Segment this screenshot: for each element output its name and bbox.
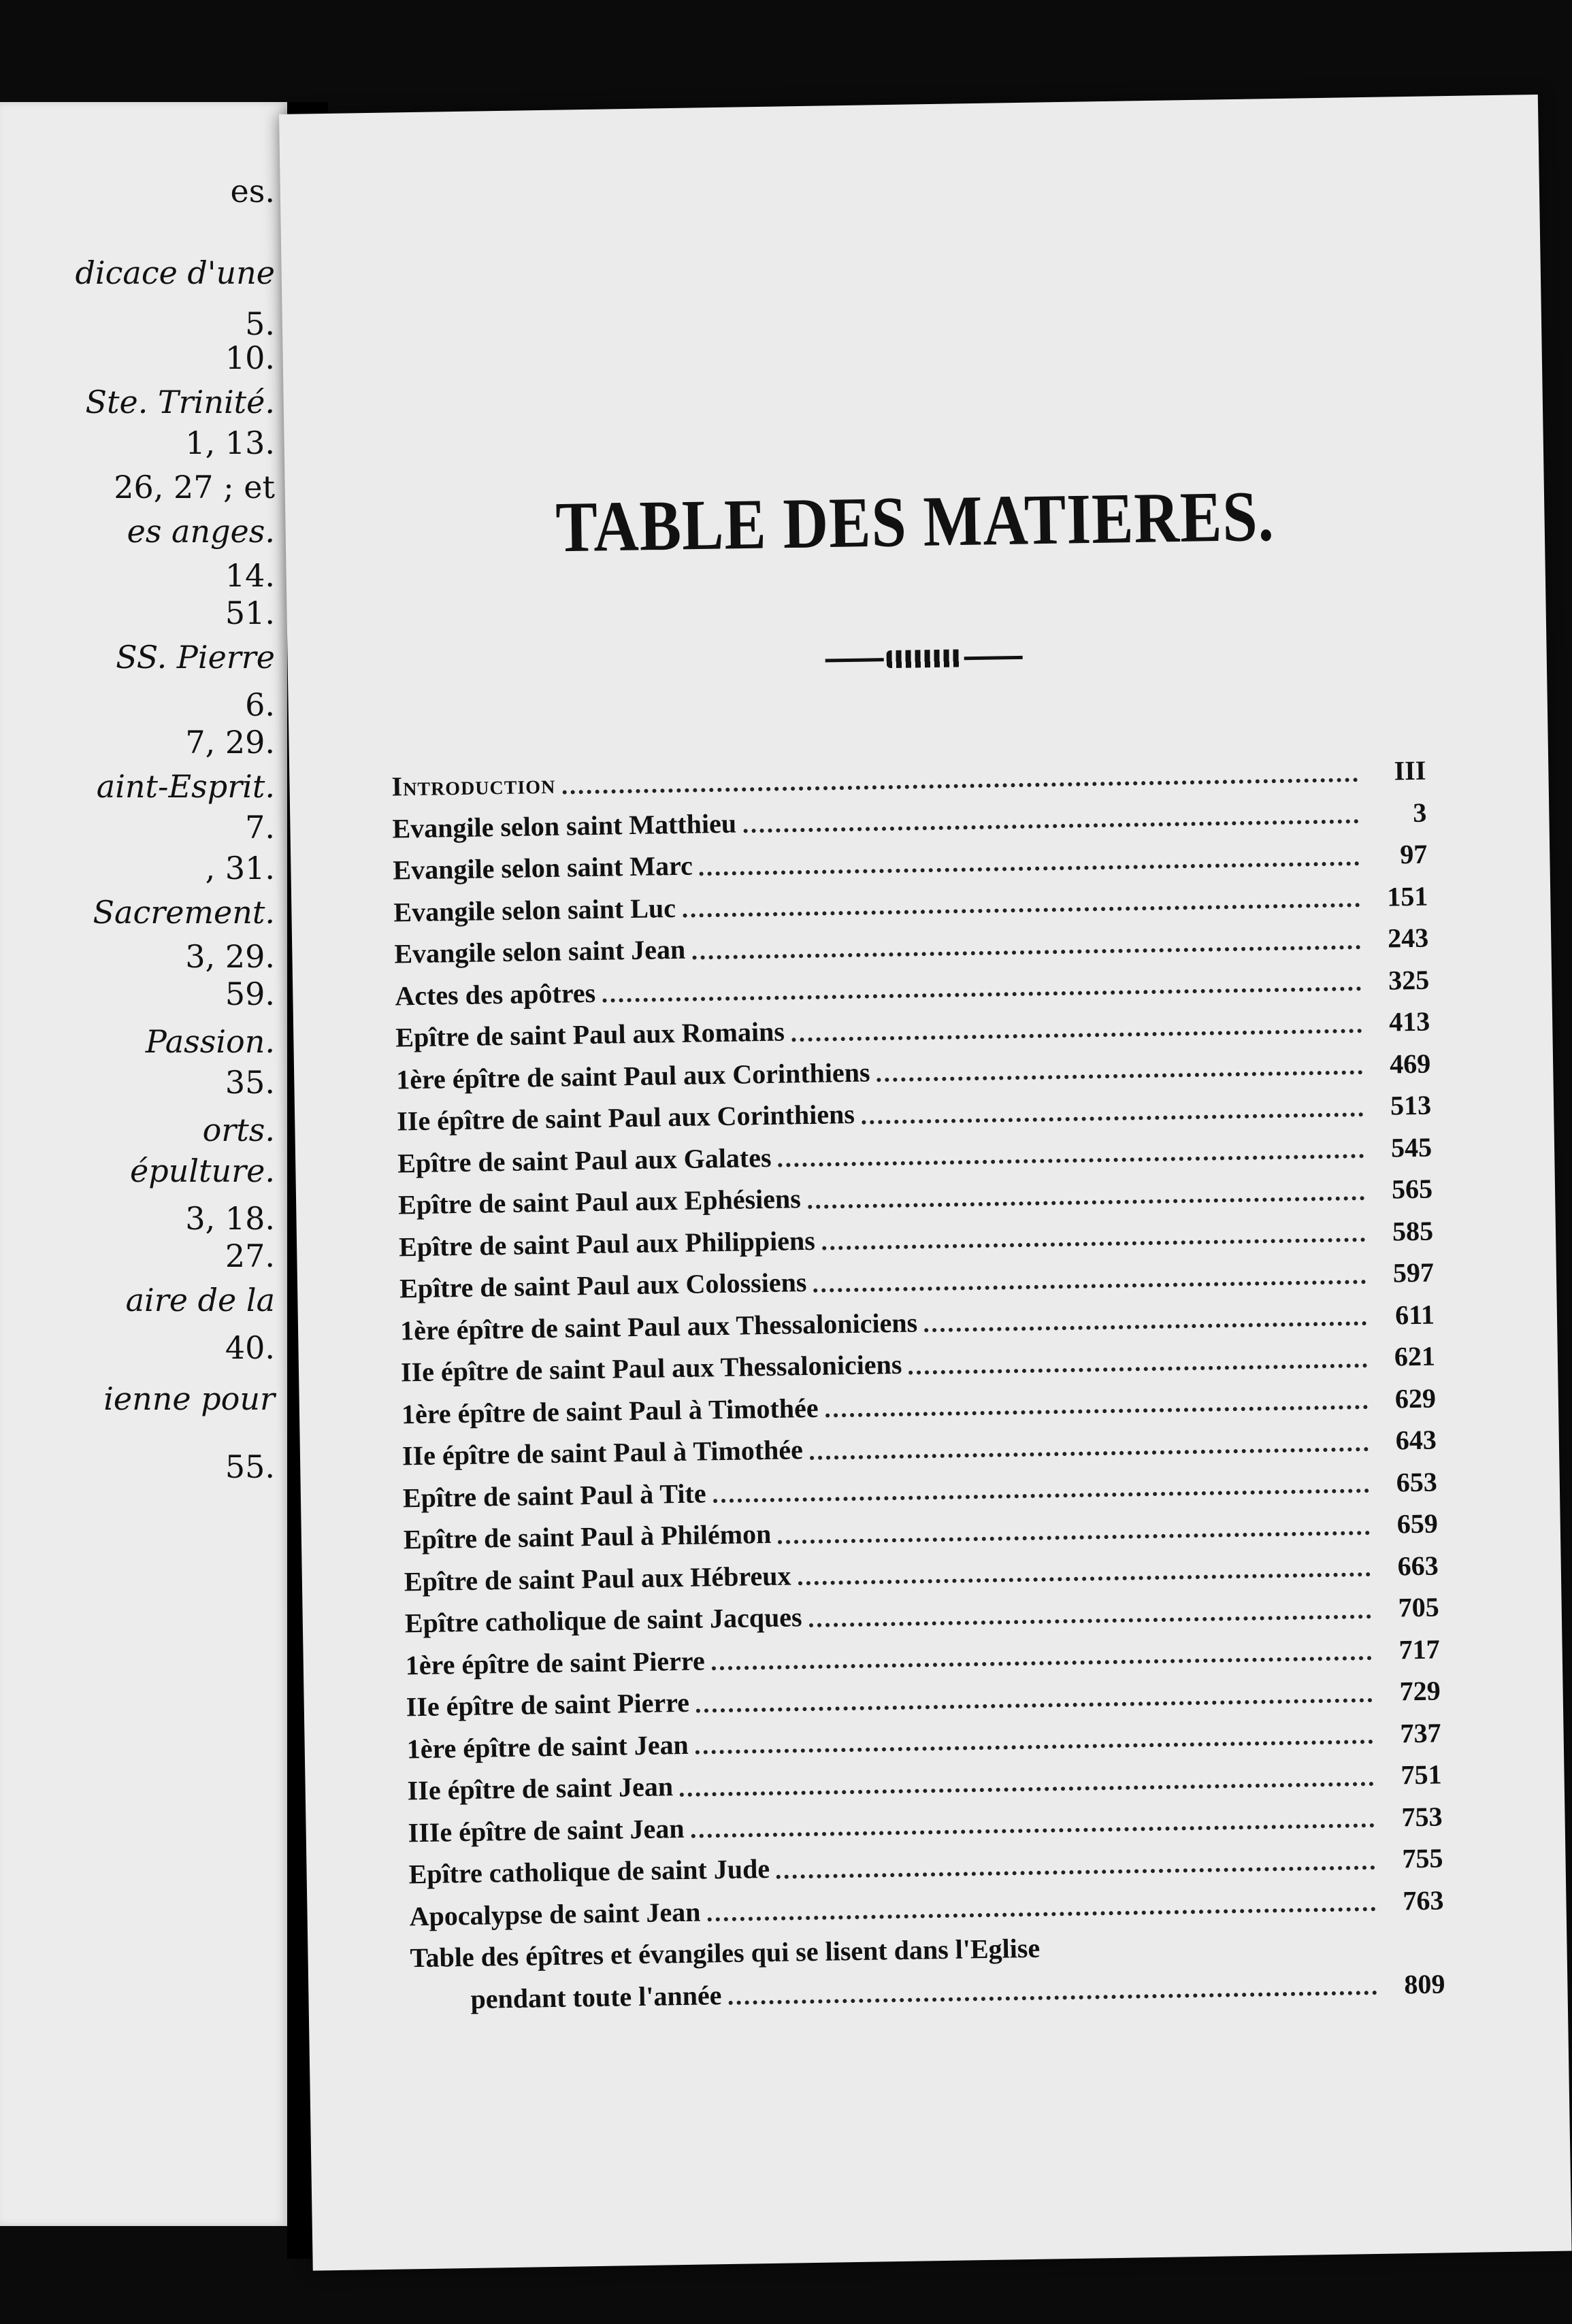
- toc-dot-leader: [779, 1154, 1364, 1167]
- left-page-line: [0, 170, 287, 212]
- toc-dot-leader: [822, 1238, 1365, 1250]
- left-page-line: [0, 1327, 287, 1369]
- toc-entry-title: Epître de saint Paul aux Galates: [397, 1142, 772, 1178]
- left-page-line: [0, 422, 287, 464]
- toc-entry-page-number: 585: [1392, 1215, 1434, 1247]
- toc-dot-leader: [825, 1405, 1368, 1418]
- left-page-line: [0, 1197, 287, 1240]
- toc-dot-leader: [813, 1280, 1366, 1293]
- toc-dot-leader: [712, 1656, 1372, 1670]
- left-page-line-text: , 31.: [205, 850, 275, 886]
- left-page-line-text: Sacrement.: [93, 894, 275, 931]
- table-of-contents-page: [279, 95, 1572, 2271]
- left-page-line-text: aire de la: [125, 1282, 275, 1318]
- left-page-line-text: ienne pour: [103, 1380, 275, 1417]
- left-page-line: [0, 466, 287, 508]
- toc-dot-leader: [602, 986, 1361, 1003]
- left-page-line-text: 1, 13.: [185, 425, 275, 461]
- facing-page-left: [0, 102, 287, 2226]
- toc-entry-page-number: III: [1394, 754, 1426, 786]
- toc-dot-leader: [695, 1740, 1373, 1755]
- left-page-line: [0, 1109, 287, 1151]
- toc-entry-page-number: 621: [1394, 1340, 1436, 1372]
- toc-entry-title: 1ère épître de saint Paul aux Corinthiens: [395, 1057, 870, 1095]
- left-page-line-text: 3, 29.: [185, 938, 275, 975]
- toc-dot-leader: [713, 1489, 1369, 1503]
- left-page-line: [0, 592, 287, 634]
- toc-entry-title: IIe épître de saint Pierre: [406, 1687, 690, 1723]
- left-page-line: [0, 1446, 287, 1488]
- toc-entry-page-number: 3: [1412, 797, 1427, 828]
- left-page-line-text: Passion.: [145, 1023, 275, 1060]
- toc-entry-title: Apocalypse de saint Jean: [409, 1896, 701, 1931]
- left-page-line-text: épulture.: [130, 1152, 275, 1189]
- toc-entry-page-number: 597: [1392, 1257, 1435, 1289]
- toc-dot-leader: [791, 1029, 1362, 1042]
- left-page-line: [0, 891, 287, 933]
- toc-entry-title: 1ère épître de saint Pierre: [405, 1644, 705, 1680]
- toc-entry-title: Epître de saint Paul aux Hébreux: [404, 1559, 791, 1597]
- left-page-line: [0, 381, 287, 423]
- toc-dot-leader: [877, 1070, 1363, 1082]
- toc-entry-page-number: 325: [1388, 964, 1430, 996]
- toc-dot-leader: [776, 1865, 1375, 1879]
- toc-entry-page-number: 751: [1401, 1759, 1442, 1791]
- toc-entry-page-number: 755: [1402, 1842, 1443, 1874]
- left-page-line-text: 7.: [245, 809, 275, 846]
- toc-entry-page-number: 753: [1401, 1800, 1443, 1832]
- toc-entry-title: IIe épître de saint Paul à Timothée: [402, 1434, 804, 1472]
- toc-entry-page-number: 611: [1394, 1299, 1435, 1330]
- left-page-line: [0, 1020, 287, 1063]
- toc-entry-page-number: 663: [1397, 1550, 1439, 1581]
- left-page-line-text: 6.: [245, 686, 275, 723]
- left-page-line-text: 27.: [225, 1238, 275, 1274]
- toc-entry-page-number: [1383, 1950, 1445, 1951]
- left-page-line-text: 59.: [225, 976, 275, 1012]
- left-page-line-text: 35.: [225, 1064, 275, 1101]
- toc-dot-leader: [696, 1698, 1373, 1713]
- toc-entry-title: 1ère épître de saint Jean: [406, 1729, 689, 1764]
- toc-entry-page-number: 653: [1396, 1466, 1438, 1497]
- toc-entry-title: IIIe épître de saint Jean: [408, 1812, 685, 1848]
- toc-entry-page-number: 629: [1394, 1382, 1437, 1414]
- toc-entry-title: Evangile selon saint Marc: [393, 850, 693, 886]
- left-page-line: [0, 510, 287, 552]
- left-page-line: [0, 847, 287, 889]
- toc-dot-leader: [743, 819, 1358, 833]
- left-page-line: [0, 1378, 287, 1420]
- toc-entry-page-number: 545: [1390, 1131, 1432, 1163]
- toc-dot-leader: [680, 1782, 1374, 1797]
- toc-entry-title: IIe épître de saint Jean: [407, 1771, 674, 1806]
- left-page-line: [0, 806, 287, 848]
- toc-entry-page-number: 97: [1399, 838, 1428, 870]
- toc-entry-page-number: 659: [1396, 1508, 1439, 1540]
- toc-dot-leader: [692, 945, 1360, 959]
- toc-dot-leader: [708, 1907, 1376, 1921]
- left-page-line: [0, 935, 287, 978]
- toc-entry-page-number: 151: [1386, 880, 1428, 912]
- toc-entry-title: Evangile selon saint Luc: [393, 892, 676, 927]
- left-page-line-text: 55.: [225, 1448, 275, 1485]
- toc-entry-title: Epître de saint Paul à Tite: [402, 1477, 706, 1513]
- toc-entry-title: Epître de saint Paul aux Philippiens: [398, 1225, 816, 1262]
- left-page-line-text: 3, 18.: [185, 1200, 275, 1237]
- toc-dot-leader: [778, 1531, 1370, 1544]
- toc-entry-title: IIe épître de saint Paul aux Thessaloniciens: [400, 1348, 902, 1388]
- left-page-line: [0, 1235, 287, 1277]
- title-ornament: [825, 647, 1022, 671]
- toc-dot-leader: [909, 1363, 1368, 1375]
- toc-entry-page-number: 643: [1395, 1424, 1437, 1456]
- toc-entry-title: Introduction: [391, 768, 556, 802]
- toc-entry-page-number: 763: [1403, 1884, 1444, 1916]
- left-page-line: [0, 337, 287, 379]
- left-page-line: [0, 1150, 287, 1192]
- toc-entry-title: Epître de saint Paul aux Ephésiens: [397, 1183, 802, 1221]
- toc-entry-title: 1ère épître de saint Paul aux Thessaloniciens: [399, 1306, 918, 1346]
- left-page-line-text: SS. Pierre: [116, 639, 275, 676]
- left-page-line: [0, 1061, 287, 1103]
- toc-entry-title: Epître de saint Paul aux Romains: [395, 1016, 785, 1053]
- left-page-line-text: 10.: [225, 339, 275, 376]
- toc-entry-title: Epître de saint Paul à Philémon: [403, 1518, 772, 1555]
- toc-entry-page-number: 469: [1389, 1048, 1431, 1080]
- toc-dot-leader: [729, 1991, 1377, 2005]
- left-page-line-text: es anges.: [127, 513, 275, 550]
- left-page-line-text: es.: [230, 173, 275, 210]
- toc-dot-leader: [798, 1572, 1371, 1585]
- toc-entry-title: pendant toute l'année: [470, 1979, 722, 2014]
- left-page-line: [0, 1279, 287, 1321]
- toc-list: [391, 750, 1445, 2021]
- left-page-line-text: Ste. Trinité.: [85, 384, 275, 420]
- toc-entry-page-number: 565: [1391, 1173, 1433, 1205]
- toc-entry-title: 1ère épître de saint Paul à Timothée: [401, 1392, 819, 1429]
- left-page-line: [0, 554, 287, 597]
- toc-dot-leader: [683, 903, 1360, 918]
- left-page-line: [0, 765, 287, 808]
- toc-entry-title: Epître catholique de saint Jude: [408, 1853, 770, 1890]
- toc-entry-page-number: 809: [1404, 1968, 1445, 1999]
- toc-entry-page-number: 729: [1399, 1675, 1441, 1707]
- toc-entry-title: Epître catholique de saint Jacques: [404, 1601, 802, 1639]
- toc-dot-leader: [691, 1823, 1375, 1838]
- toc-entry-title: Table des épîtres et évangiles qui se lisent dans l'Eglise: [410, 1932, 1041, 1974]
- toc-entry-page-number: 413: [1388, 1006, 1430, 1038]
- toc-dot-leader: [808, 1196, 1364, 1209]
- toc-entry-page-number: 717: [1398, 1633, 1440, 1665]
- left-page-line-text: dicace d'une: [75, 254, 275, 291]
- left-page-line: [0, 252, 287, 294]
- page-title: TABLE DES MATIERES.: [555, 476, 1275, 567]
- toc-entry-title: Actes des apôtres: [395, 977, 596, 1011]
- left-page-line: [0, 684, 287, 726]
- toc-entry-title: IIe épître de saint Paul aux Corinthiens: [396, 1098, 855, 1137]
- toc-entry-page-number: 737: [1400, 1716, 1441, 1748]
- toc-entry-title: Evangile selon saint Jean: [394, 933, 686, 969]
- left-page-line-text: 51.: [225, 595, 275, 631]
- toc-dot-leader: [810, 1447, 1369, 1460]
- toc-entry-title: Epître de saint Paul aux Colossiens: [399, 1267, 807, 1304]
- toc-dot-leader: [700, 861, 1360, 876]
- left-page-line-text: 26, 27 ; et: [114, 469, 275, 505]
- left-page-line-text: 14.: [225, 557, 275, 594]
- left-page-line-text: 5.: [245, 305, 275, 342]
- toc-entry-page-number: 705: [1398, 1591, 1440, 1623]
- left-page-line-text: aint-Esprit.: [96, 768, 275, 805]
- left-page-line-text: orts.: [202, 1112, 275, 1148]
- left-page-line: [0, 636, 287, 678]
- left-page-line: [0, 973, 287, 1015]
- toc-entry-title: Evangile selon saint Matthieu: [392, 808, 737, 844]
- left-page-line: [0, 721, 287, 763]
- toc-entry-page-number: 513: [1390, 1089, 1432, 1121]
- left-page-line-text: 40.: [225, 1329, 275, 1366]
- left-page-line-text: 7, 29.: [185, 724, 275, 761]
- toc-entry-page-number: 243: [1387, 922, 1429, 954]
- toc-dot-leader: [809, 1614, 1371, 1627]
- toc-dot-leader: [862, 1112, 1363, 1125]
- toc-dot-leader: [924, 1321, 1366, 1332]
- toc-dot-leader: [562, 778, 1358, 794]
- toc-dot-leader: [1047, 1951, 1376, 1957]
